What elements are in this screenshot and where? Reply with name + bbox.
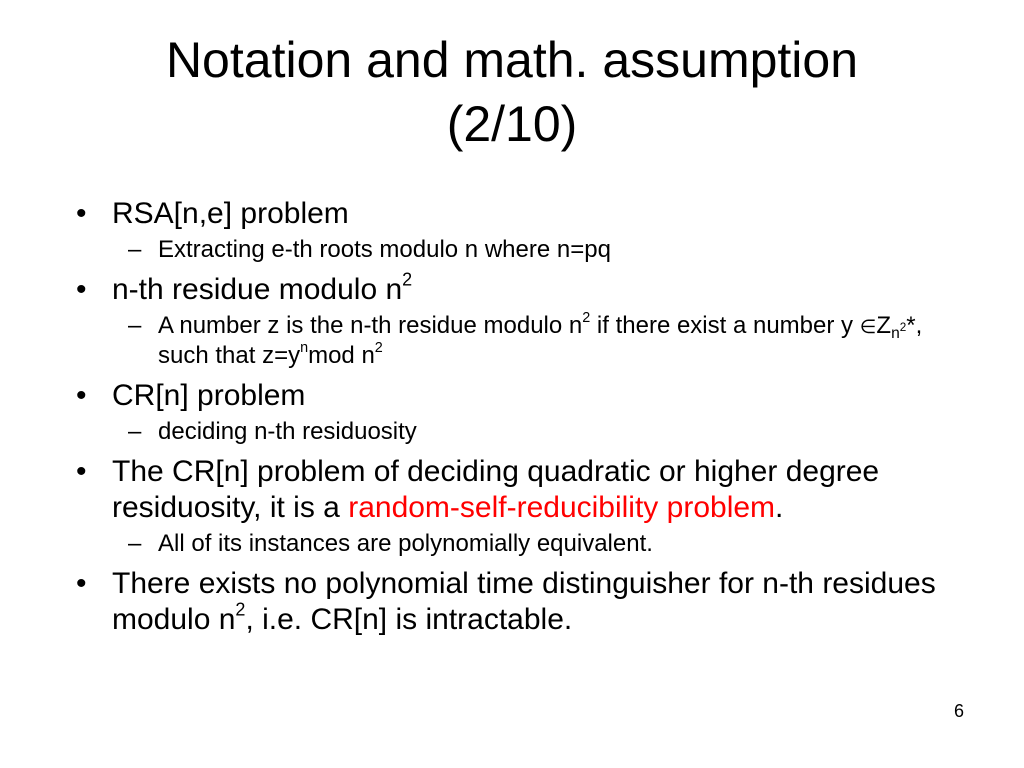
superscript: 2: [235, 599, 246, 620]
bullet-text: CR[n] problem: [112, 379, 306, 412]
definition-part-2: if there exist a number y: [590, 312, 860, 339]
highlighted-term: random-self-reducibility problem: [348, 491, 776, 524]
subscript-n: n: [891, 324, 900, 342]
bullet-rsa-problem: [72, 196, 952, 232]
definition-part-3: *, such that z=y: [158, 312, 923, 369]
element-of-symbol: ∈: [859, 317, 877, 338]
bullet-marker: •: [76, 455, 87, 488]
bullet-cr-random-self-reducibility: [72, 454, 952, 526]
bullet-text-part-1: There exists no polynomial time distinguisher for n-th residues modulo n: [112, 567, 936, 636]
bullet-cr-problem: [72, 378, 952, 414]
subbullet-polynomially-equivalent: [72, 530, 952, 558]
bullet-text-part-1: The CR[n] problem of deciding quadratic or higher degree residuosity, it is a: [112, 455, 880, 524]
dash-marker: –: [128, 312, 142, 339]
subbullet-text: All of its instances are polynomially equivalent.: [158, 530, 653, 557]
subbullet-rsa-definition: [72, 236, 952, 264]
bullet-text: n-th residue modulo n: [112, 273, 403, 306]
title-line-2: (2/10): [446, 96, 578, 152]
bullet-marker: •: [76, 379, 87, 412]
slide-title: [60, 28, 964, 156]
subbullet-nth-residue-definition: [72, 312, 952, 370]
title-line-1: Notation and math. assumption: [165, 32, 859, 88]
bullet-marker: •: [76, 273, 87, 306]
dash-marker: –: [128, 418, 142, 445]
superscript: 2: [582, 310, 591, 327]
group-subscript: [891, 320, 907, 342]
superscript: 2: [374, 340, 383, 357]
bullet-text: RSA[n,e] problem: [112, 197, 349, 230]
definition-part-4: mod n: [308, 342, 375, 369]
page-number: 6: [953, 701, 964, 721]
subbullet-cr-definition: [72, 418, 952, 446]
dash-marker: –: [128, 530, 142, 557]
bullet-marker: •: [76, 567, 87, 600]
group-symbol: Z: [876, 312, 892, 339]
definition-part-1: A number z is the n-th residue modulo n: [158, 312, 583, 339]
dash-marker: –: [128, 236, 142, 263]
subbullet-text: deciding n-th residuosity: [158, 418, 417, 445]
slide-content: [72, 196, 952, 642]
bullet-text-part-2: , i.e. CR[n] is intractable.: [245, 603, 573, 636]
bullet-nth-residue: [72, 269, 952, 308]
bullet-no-distinguisher: [72, 566, 952, 638]
subbullet-text: Extracting e-th roots modulo n where n=pq: [158, 236, 611, 263]
bullet-marker: •: [76, 197, 87, 230]
superscript: 2: [402, 269, 413, 290]
subscript-exponent: 2: [899, 320, 907, 334]
bullet-text-part-2: .: [775, 491, 784, 524]
superscript-n: n: [300, 340, 309, 357]
